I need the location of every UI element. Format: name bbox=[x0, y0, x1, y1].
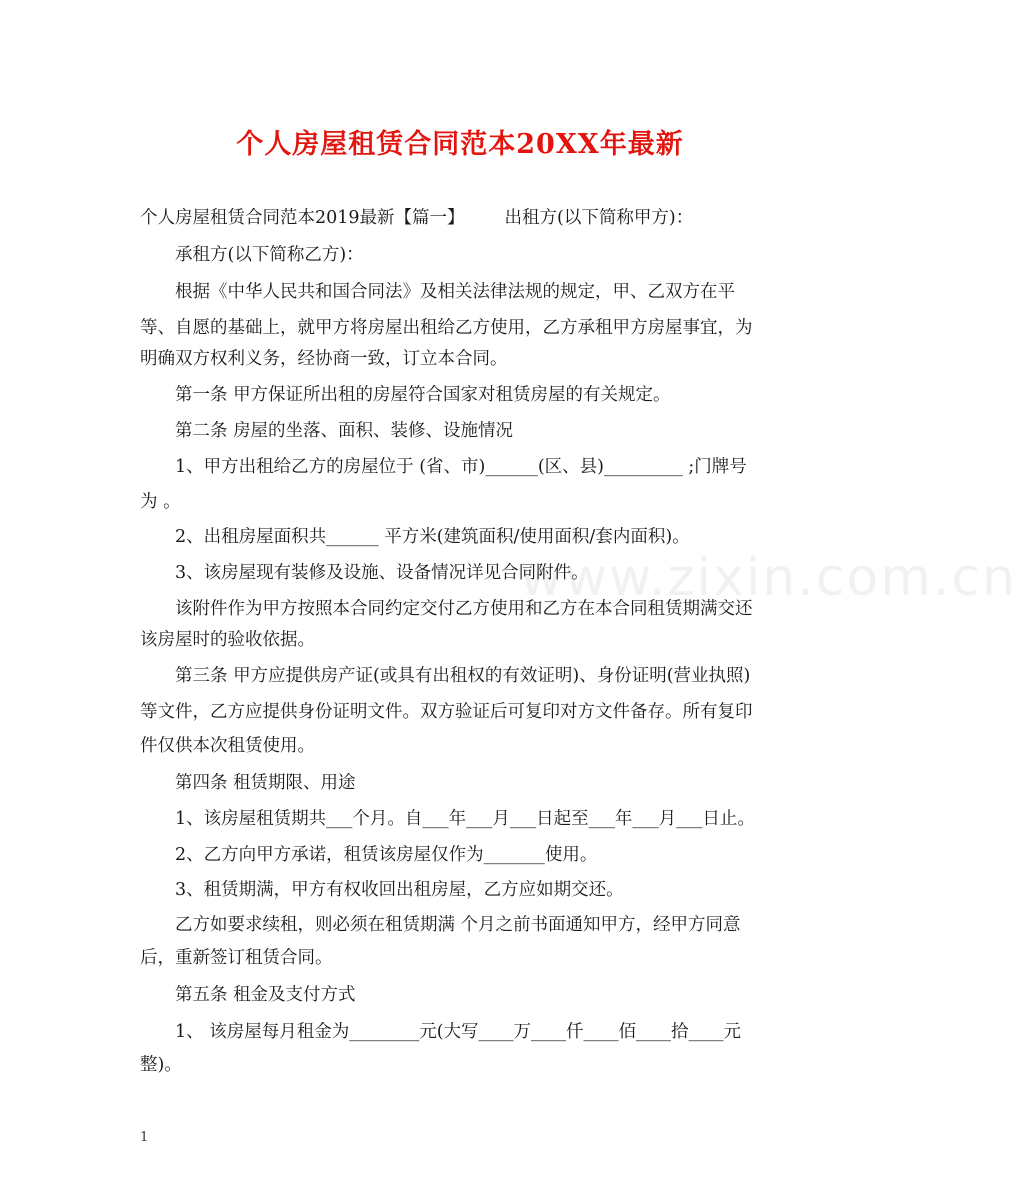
paragraph-line: 3、该房屋现有装修及设施、设备情况详见合同附件。 bbox=[175, 563, 589, 583]
paragraph-line: 等、自愿的基础上，就甲方将房屋出租给乙方使用，乙方承租甲方房屋事宜，为 bbox=[140, 318, 753, 338]
page-number: 1 bbox=[140, 1130, 149, 1145]
paragraph-line: 等文件，乙方应提供身份证明文件。双方验证后可复印对方文件备存。所有复印 bbox=[140, 702, 753, 722]
paragraph-line: 3、租赁期满，甲方有权收回出租房屋，乙方应如期交还。 bbox=[175, 880, 624, 900]
paragraph-line: 承租方(以下简称乙方)： bbox=[175, 245, 364, 265]
paragraph-line: 为 。 bbox=[140, 492, 181, 512]
watermark: www.zixin.com.cn bbox=[520, 548, 1017, 608]
paragraph-line: 第五条 租金及支付方式 bbox=[175, 985, 356, 1005]
paragraph-line: 第三条 甲方应提供房产证(或具有出租权的有效证明)、身份证明(营业执照) bbox=[175, 666, 751, 686]
header-line bbox=[140, 206, 693, 230]
paragraph-line: 第一条 甲方保证所出租的房屋符合国家对租赁房屋的有关规定。 bbox=[175, 385, 671, 405]
paragraph-line: 该房屋时的验收依据。 bbox=[140, 630, 315, 650]
paragraph-line: 整)。 bbox=[140, 1055, 182, 1075]
paragraph-line: 件仅供本次租赁使用。 bbox=[140, 736, 315, 756]
paragraph-line: 2、乙方向甲方承诺，租赁该房屋仅作为_______使用。 bbox=[175, 845, 598, 865]
paragraph-line: 1、该房屋租赁期共___个月。自___年___月___日起至___年___月___日止。 bbox=[175, 809, 755, 829]
paragraph-line: 第四条 租赁期限、用途 bbox=[175, 773, 356, 793]
header-right: 出租方(以下简称甲方)： bbox=[504, 208, 694, 228]
paragraph-line: 后，重新签订租赁合同。 bbox=[140, 948, 333, 968]
paragraph-line: 第二条 房屋的坐落、面积、装修、设施情况 bbox=[175, 421, 514, 441]
paragraph-line: 1、甲方出租给乙方的房屋位于 (省、市)______(区、县)_________ ;门牌号 bbox=[175, 457, 747, 477]
document-title: 个人房屋租赁合同范本20XX年最新 bbox=[236, 129, 684, 160]
paragraph-line: 1、 该房屋每月租金为________元(大写____万____仟____佰____拾____元 bbox=[175, 1022, 742, 1042]
paragraph-line: 该附件作为甲方按照本合同约定交付乙方使用和乙方在本合同租赁期满交还 bbox=[175, 599, 753, 619]
paragraph-line: 乙方如要求续租，则必须在租赁期满 个月之前书面通知甲方，经甲方同意 bbox=[175, 915, 741, 935]
header-left: 个人房屋租赁合同范本2019最新【篇一】 bbox=[140, 208, 465, 228]
paragraph-line: 明确双方权利义务，经协商一致，订立本合同。 bbox=[140, 349, 508, 369]
paragraph-line: 2、出租房屋面积共______ 平方米(建筑面积/使用面积/套内面积)。 bbox=[175, 527, 690, 547]
paragraph-line: 根据《中华人民共和国合同法》及相关法律法规的规定，甲、乙双方在平 bbox=[175, 282, 735, 302]
